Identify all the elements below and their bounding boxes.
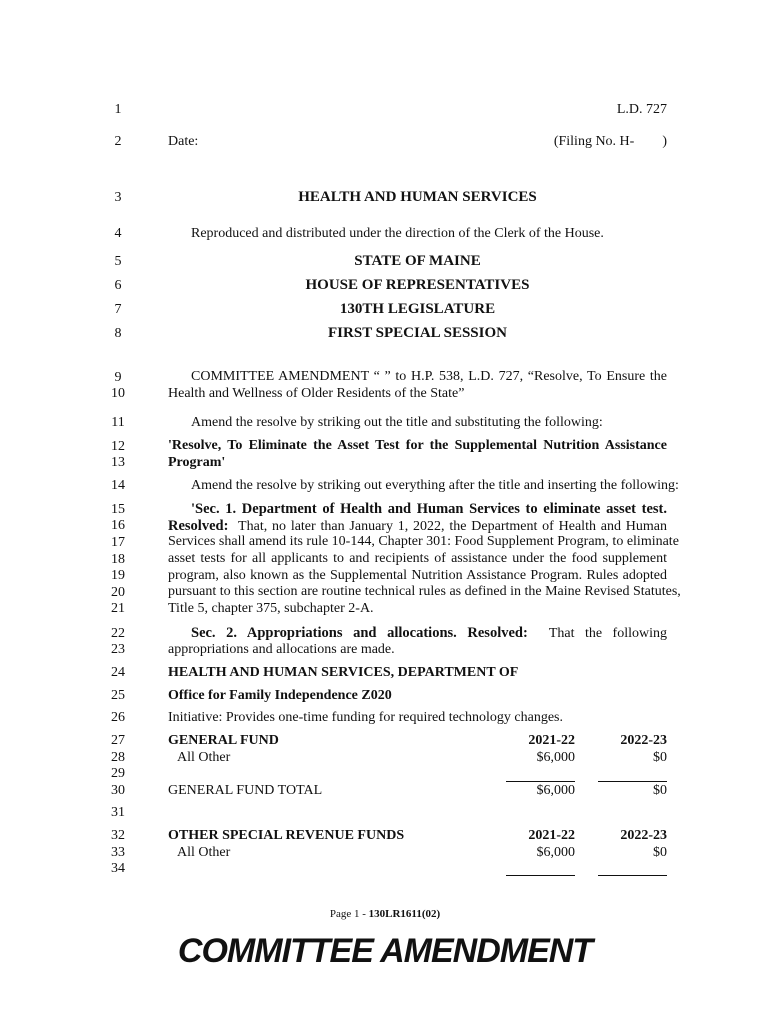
page-footer [0, 906, 770, 922]
section-1-heading: 'Sec. 1. Department of Health and Human Services to eliminate asset test. [191, 501, 667, 517]
ld-number: L.D. 727 [616, 102, 667, 117]
amendment-intro-line: COMMITTEE AMENDMENT “ ” to H.P. 538, L.D. 727, “Resolve, To Ensure the [191, 369, 667, 384]
section-2-line: appropriations and allocations are made. [168, 641, 395, 657]
page-label: Page 1 - [329, 908, 369, 920]
legislature-title: 130TH LEGISLATURE [339, 301, 496, 317]
subtotal-rule [598, 781, 667, 782]
section-1-line: pursuant to this section are routine technical rules as defined in the Maine Revised Statutes, [168, 584, 681, 600]
line-number: 26 [111, 710, 125, 725]
line-number: 10 [111, 386, 125, 401]
general-fund-item: All Other [177, 750, 231, 765]
line-number: 2 [114, 134, 122, 149]
house-title: HOUSE OF REPRESENTATIVES [305, 277, 530, 293]
section-1-line: Services shall amend its rule 10-144, Chapter 301: Food Supplement Program, to eliminate [168, 534, 679, 550]
date-label: Date: [168, 134, 199, 149]
other-fund-year2: 2022-23 [620, 828, 667, 843]
line-number: 19 [111, 568, 125, 583]
general-fund-total-value2: $0 [653, 783, 667, 798]
general-fund-total-value1: $6,000 [536, 783, 575, 798]
general-fund-year2: 2022-23 [620, 733, 667, 748]
state-title: STATE OF MAINE [354, 253, 481, 269]
reproduced-notice: Reproduced and distributed under the direction of the Clerk of the House. [191, 226, 604, 241]
section-1-line: Title 5, chapter 375, subchapter 2-A. [168, 601, 374, 617]
general-fund-total-label: GENERAL FUND TOTAL [168, 783, 323, 798]
line-number: 27 [111, 733, 125, 748]
line-number: 28 [111, 750, 125, 765]
line-number: 21 [111, 601, 125, 616]
line-number: 5 [114, 254, 122, 269]
section-1-line [168, 518, 667, 535]
new-title [168, 438, 667, 471]
session-title: FIRST SPECIAL SESSION [328, 325, 507, 341]
line-number: 34 [111, 861, 125, 876]
section-2-text: That the following [548, 626, 667, 641]
section-1-resolved: Resolved: [168, 517, 229, 534]
line-number: 15 [111, 502, 125, 517]
line-number: 12 [111, 439, 125, 454]
section-1-line: asset tests for all applicants to and recipients of assistance under the food supplement [168, 551, 667, 567]
line-number: 22 [111, 626, 125, 641]
line-number: 23 [111, 642, 125, 657]
line-number: 16 [111, 518, 125, 533]
line-number: 17 [111, 535, 125, 550]
new-title-line: 'Resolve, To Eliminate the Asset Test for the Supplemental Nutrition Assistance [168, 438, 667, 453]
line-number: 30 [111, 783, 125, 798]
general-fund-year1: 2021-22 [528, 733, 575, 748]
line-number: 29 [111, 766, 125, 781]
line-number: 33 [111, 845, 125, 860]
other-fund-item: All Other [177, 845, 231, 860]
line-number: 9 [114, 370, 122, 385]
line-number: 24 [111, 665, 125, 680]
section-2-line [168, 625, 667, 642]
line-number: 18 [111, 552, 125, 567]
line-number: 32 [111, 828, 125, 843]
other-fund-label: OTHER SPECIAL REVENUE FUNDS [168, 828, 405, 843]
department-heading: HEALTH AND HUMAN SERVICES, DEPARTMENT OF [168, 665, 519, 680]
line-number: 20 [111, 585, 125, 600]
line-number: 13 [111, 455, 125, 470]
other-fund-item-value2: $0 [653, 845, 667, 860]
line-number: 1 [114, 102, 122, 117]
section-1 [168, 501, 681, 618]
general-fund-label: GENERAL FUND [168, 733, 279, 748]
line-number: 6 [114, 278, 122, 293]
section-2-heading: Sec. 2. Appropriations and allocations. Resolved: [191, 625, 528, 641]
section-2 [168, 625, 667, 658]
section-1-text: That, no later than January 1, 2022, the Department of Health and Human [238, 518, 668, 534]
general-fund-item-value1: $6,000 [536, 750, 575, 765]
committee-heading: HEALTH AND HUMAN SERVICES [298, 189, 537, 205]
subtotal-rule [506, 875, 575, 876]
line-number: 8 [114, 326, 122, 341]
general-fund-item-value2: $0 [653, 750, 667, 765]
line-number: 31 [111, 805, 125, 820]
line-number: 11 [111, 415, 125, 430]
line-number: 14 [111, 478, 125, 493]
subtotal-rule [506, 781, 575, 782]
amend-title-instruction: Amend the resolve by striking out the title and substituting the following: [191, 415, 603, 430]
section-1-line: program, also known as the Supplemental Nutrition Assistance Program. Rules adopted [168, 567, 667, 583]
line-number: 4 [114, 226, 122, 241]
office-heading: Office for Family Independence Z020 [168, 688, 392, 703]
line-number: 7 [114, 302, 122, 317]
other-fund-year1: 2021-22 [528, 828, 575, 843]
subtotal-rule [598, 875, 667, 876]
other-fund-item-value1: $6,000 [536, 845, 575, 860]
amendment-intro-line: Health and Wellness of Older Residents of the State” [168, 385, 465, 401]
line-number: 25 [111, 688, 125, 703]
document-code: 130LR1611(02) [368, 908, 441, 920]
amend-body-instruction: Amend the resolve by striking out everything after the title and inserting the following: [191, 478, 679, 493]
amendment-intro [168, 369, 667, 402]
filing-number: (Filing No. H- ) [553, 134, 667, 149]
line-number: 3 [114, 190, 122, 205]
initiative-text: Initiative: Provides one-time funding for required technology changes. [168, 710, 564, 725]
new-title-line: Program' [168, 454, 226, 470]
committee-amendment-banner: COMMITTEE AMENDMENT [177, 932, 593, 970]
